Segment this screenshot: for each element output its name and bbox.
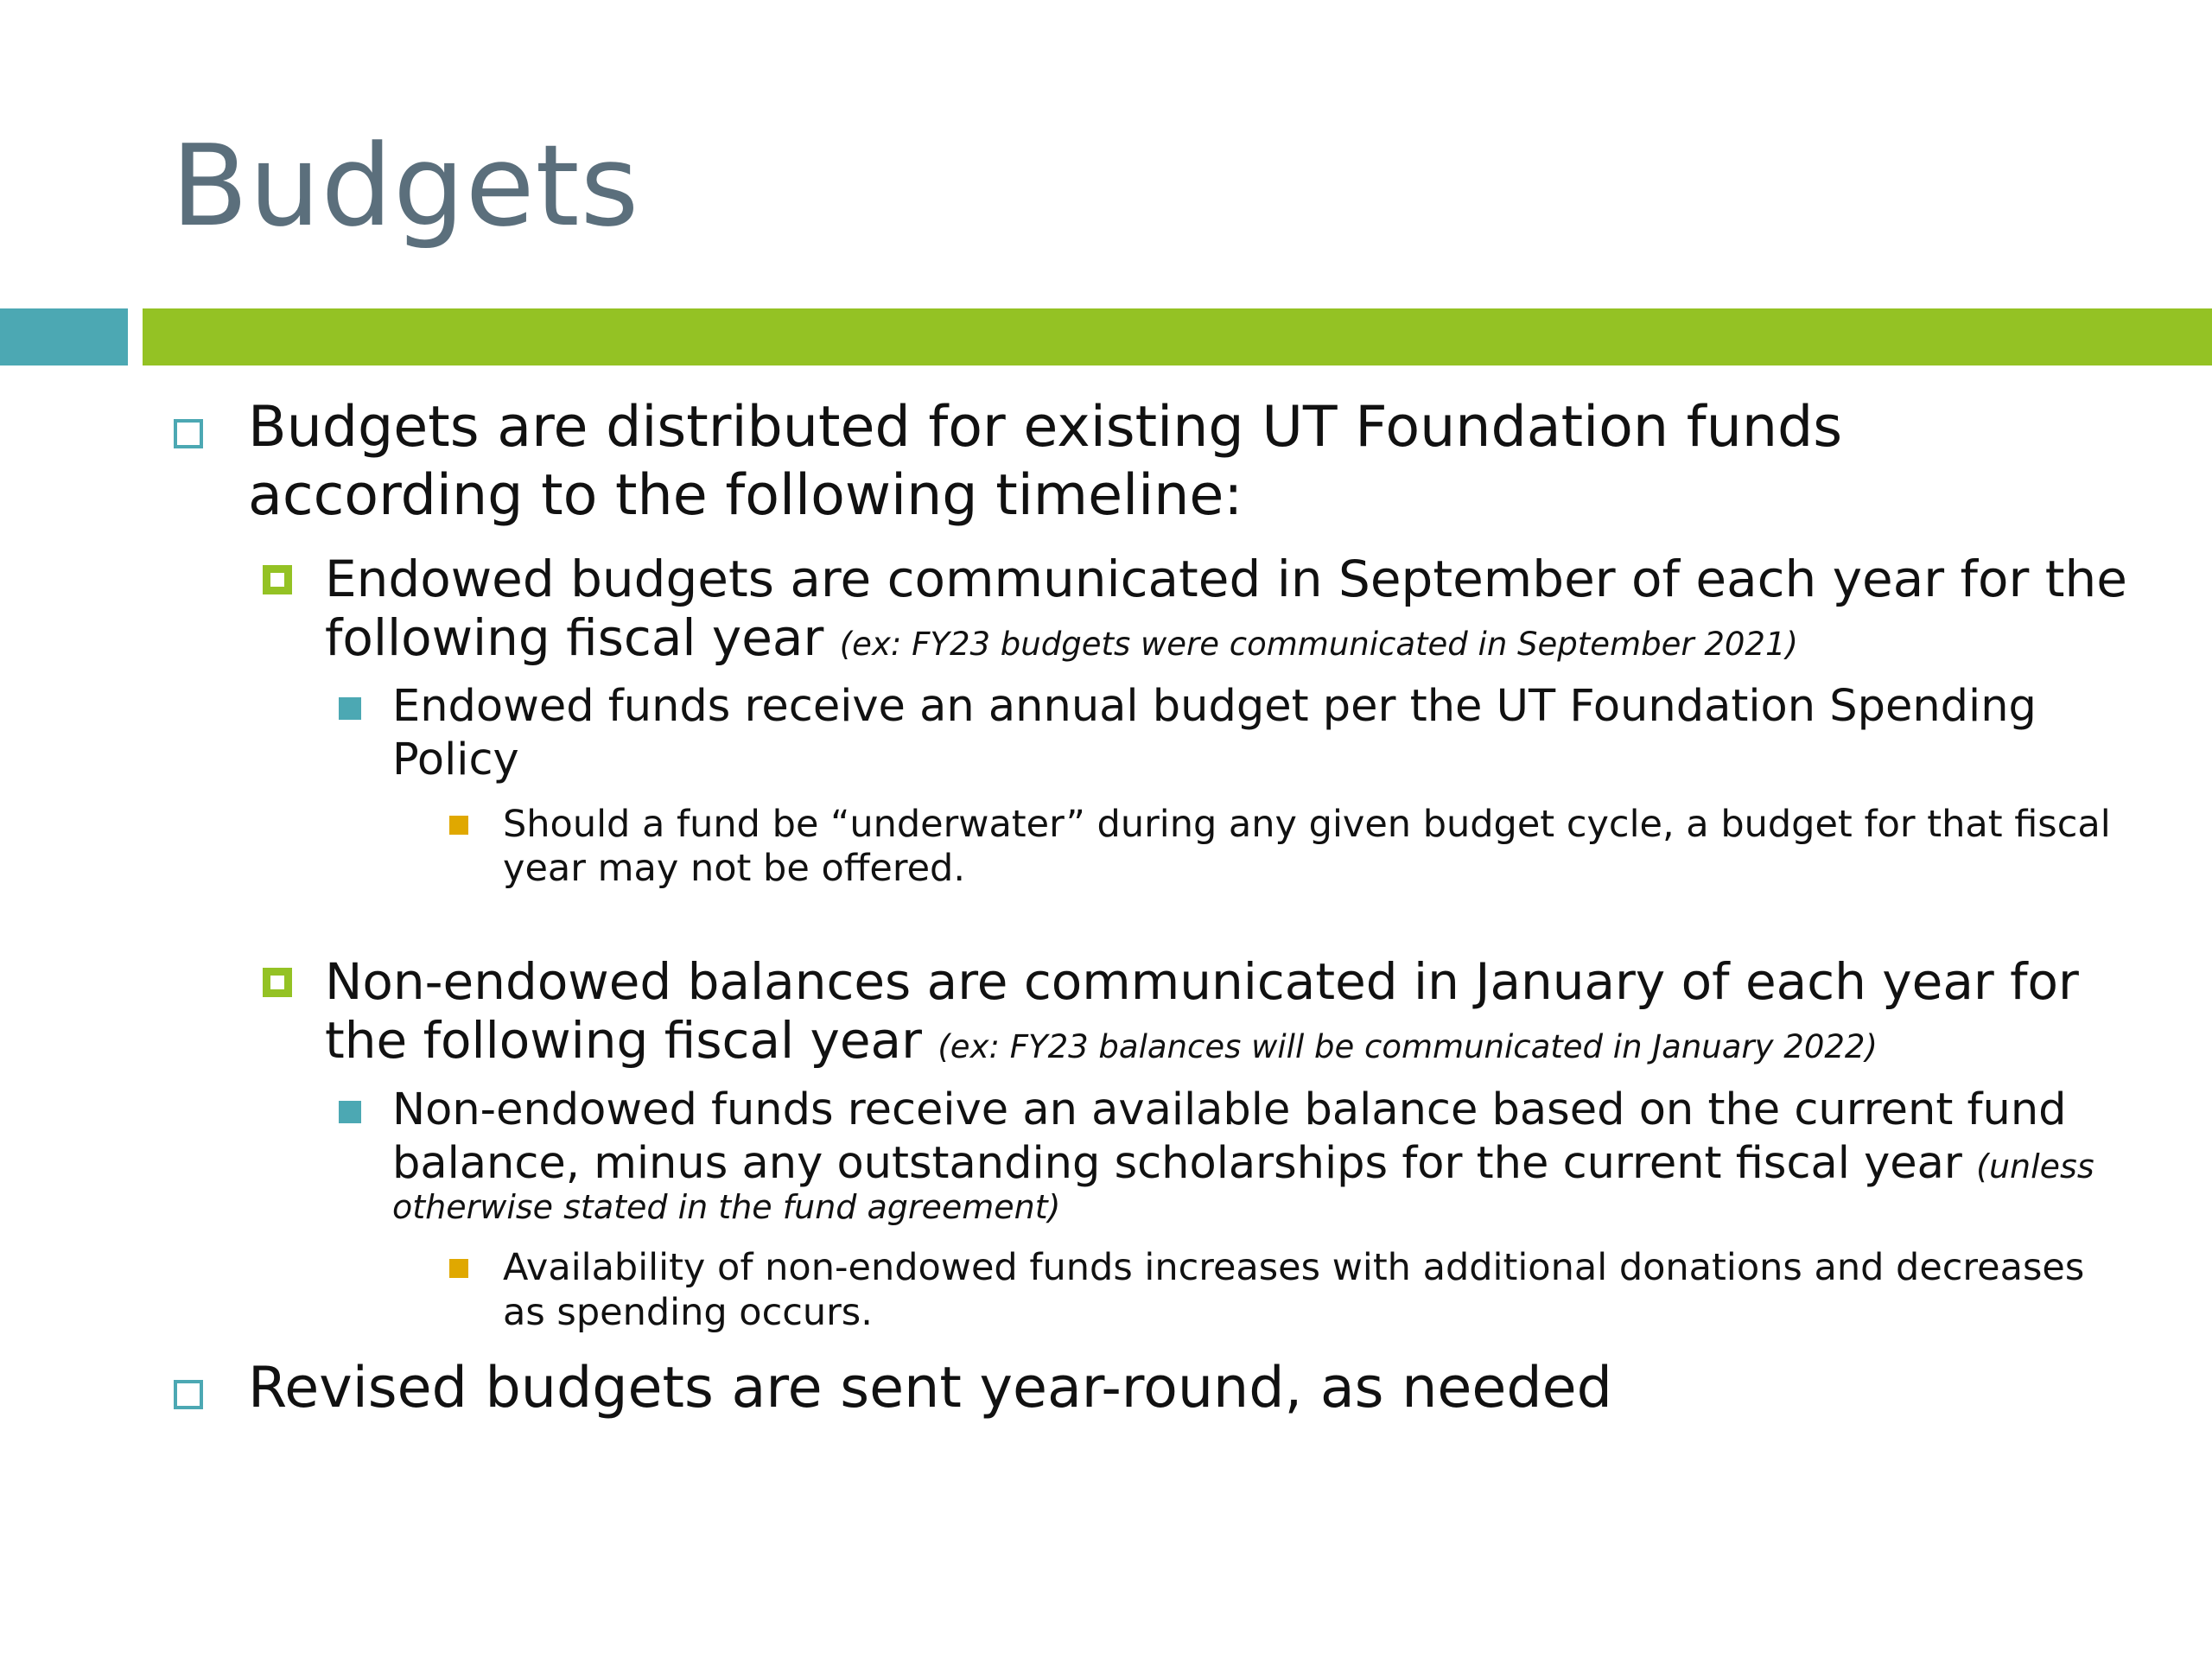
bullet-item-non-endowed-funds-available-balance [339, 1084, 2188, 1239]
bullet-item-non-endowed-balances [263, 952, 2190, 1073]
bullet-text-line [325, 1011, 1878, 1077]
bullet-text-line: Revised budgets are sent year-round, as needed [248, 1356, 1612, 1421]
bullet-item-underwater-fund [449, 802, 2195, 897]
title-accent-bar-teal [0, 308, 128, 365]
bullet-text-line: year may not be offered. [503, 847, 966, 890]
bullet-item-endowed-budgets [263, 550, 2190, 671]
title-accent-bar-green [143, 308, 2212, 365]
bullet-text-line: Non-endowed funds receive an available balance based on the current fund [392, 1084, 2067, 1135]
bullet-text-line: Endowed budgets are communicated in September of each year for the [325, 550, 2127, 608]
bullet-item-budgets-distributed [174, 393, 2161, 540]
bullet-text: the following fiscal year [325, 1011, 922, 1070]
bullet-example-note: (ex: FY23 budgets were communicated in September 2021) [839, 626, 1798, 663]
bullet-item-availability-non-endowed [449, 1245, 2195, 1340]
bullet-example-note: otherwise stated in the fund agreement) [392, 1188, 1061, 1226]
bullet-item-revised-budgets [174, 1354, 2161, 1432]
bullet-item-endowed-funds-annual-budget [339, 680, 2188, 792]
hollow-square-bullet-icon [174, 419, 203, 448]
bullet-text-line: Non-endowed balances are communicated in January of each year for [325, 952, 2079, 1011]
bullet-example-note: (ex: FY23 balances will be communicated in January 2022) [938, 1028, 1878, 1065]
bullet-text-line: Endowed funds receive an annual budget per the UT Foundation Spending [392, 681, 2037, 732]
bullet-text-line: Policy [392, 734, 519, 785]
bullet-text: following fiscal year [325, 608, 824, 667]
bullet-text-line [325, 608, 1798, 674]
bullet-text: balance, minus any outstanding scholarships for the current fiscal year [392, 1138, 1962, 1189]
teal-square-bullet-icon [339, 697, 361, 720]
gold-square-bullet-icon [449, 816, 468, 835]
bullet-text-line: as spending occurs. [503, 1291, 873, 1334]
bullet-text-line: Budgets are distributed for existing UT Foundation funds [248, 395, 1843, 460]
teal-square-bullet-icon [339, 1101, 361, 1123]
hollow-square-bullet-icon [174, 1380, 203, 1409]
bullet-text-line: according to the following timeline: [248, 463, 1243, 528]
bullet-text-line: Availability of non-endowed funds increases with additional donations and decreases [503, 1246, 2085, 1289]
green-square-bullet-icon [263, 565, 292, 594]
green-square-bullet-icon [263, 968, 292, 997]
slide-title: Budgets [171, 120, 640, 251]
bullet-text-line: Should a fund be “underwater” during any given budget cycle, a budget for that fiscal [503, 803, 2111, 846]
gold-square-bullet-icon [449, 1259, 468, 1278]
bullet-example-note: (unless [1976, 1147, 2094, 1185]
